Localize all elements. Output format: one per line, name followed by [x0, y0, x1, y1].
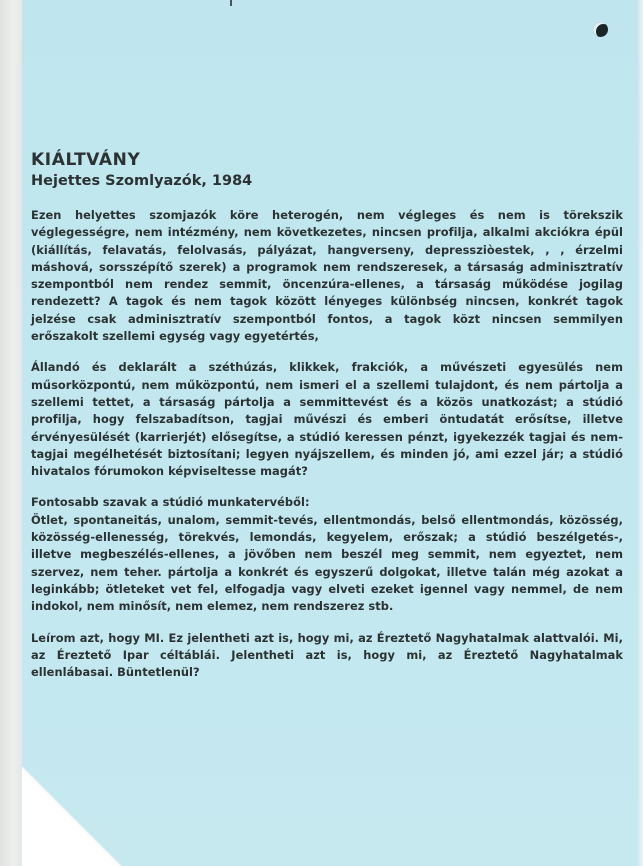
- page-edge: [637, 0, 643, 866]
- book-binding: [0, 0, 22, 866]
- print-mark: [230, 0, 232, 6]
- document-subtitle: Hejettes Szomlyazók, 1984: [31, 173, 253, 189]
- paragraph-1: Ezen helyettes szomjazók köre heterogén, nem végleges és nem is törekszik véglegességre, nem intézmény, nem következetes, nincsen profilja, alkalmi akciókra épül (kiállítás, felavatás, felolvasás, pályázat, hangverseny, depressziòestek, , , érzelmi máshová, sorsszépítő szerek) a programok nem rendszeresek, a társaság adminisztratív szempontból nem rendez semmit, öncenzúra-ellenes, a társaság működése jogilag rendezett? A tagok és nem tagok között lényeges különbség nincsen, konkrét tagok jelzése csak adminisztratív szempontból fontos, a tagok közt nincsen semmilyen erőszakolt szellemi egység vagy egyetértés,: [31, 208, 623, 344]
- manifesto-text: [31, 150, 623, 695]
- binder-hole: [593, 22, 608, 37]
- workplan-text: Ötlet, spontaneitás, unalom, semmit-tevés, ellentmondás, belső ellentmondás, közösség, közösség-ellenesség, törekvés, lemondás, kegyelem, erőszak; a stúdió beszélgetés-, illetve megbeszélés-ellenes, a jövőben nem beszél meg semmit, nem egyeztet, nem szervez, nem teher. pártolja a konkrét és egyszerű dolgokat, illetve talán még azokat a leginkább; ötleteket vet fel, elfogadja vagy elveti ezeket igennel vagy nemmel, de nem indokol, nem minősít, nem elemez, nem rendszerez stb.: [31, 512, 623, 614]
- closing-paragraph: Leírom azt, hogy MI. Ez jelentheti azt is, hogy mi, az Éreztető Nagyhatalmak alattvalói. Mi, az Éreztető Ipar céltáblái. Jelentheti azt is, hogy mi, az Éreztető Nagyhatalmak ellenlábasai. Büntetlenül?: [31, 630, 623, 680]
- workplan-heading: Fontosabb szavak a stúdió munkatervéből:: [31, 495, 310, 510]
- document-title: KIÁLTVÁNY: [31, 150, 141, 170]
- page-corner-highlight: [22, 736, 172, 866]
- paragraph-2: Állandó és deklarált a széthúzás, klikkek, frakciók, a művészeti egyesülés nem műsorközpontú, nem műközpontú, nem ismeri el a szellemi tulajdont, és nem pártolja a szellemi tettet, a társaság pártolja a semmittevést és a közös unatkozást; a stúdió profilja, hogy felszabadítson, tagjai művészi és emberi öntudatát erősítse, illetve érvényesülését (karrierjét) elősegítse, a stúdió keressen pénzt, igyekezzék tagjai és nem-tagjai megélhetését biztosítani; legyen nyájszellem, és minden jó, ami ezzel jár; a stúdió hivatalos fórumokon képviseltesse magát?: [31, 360, 623, 479]
